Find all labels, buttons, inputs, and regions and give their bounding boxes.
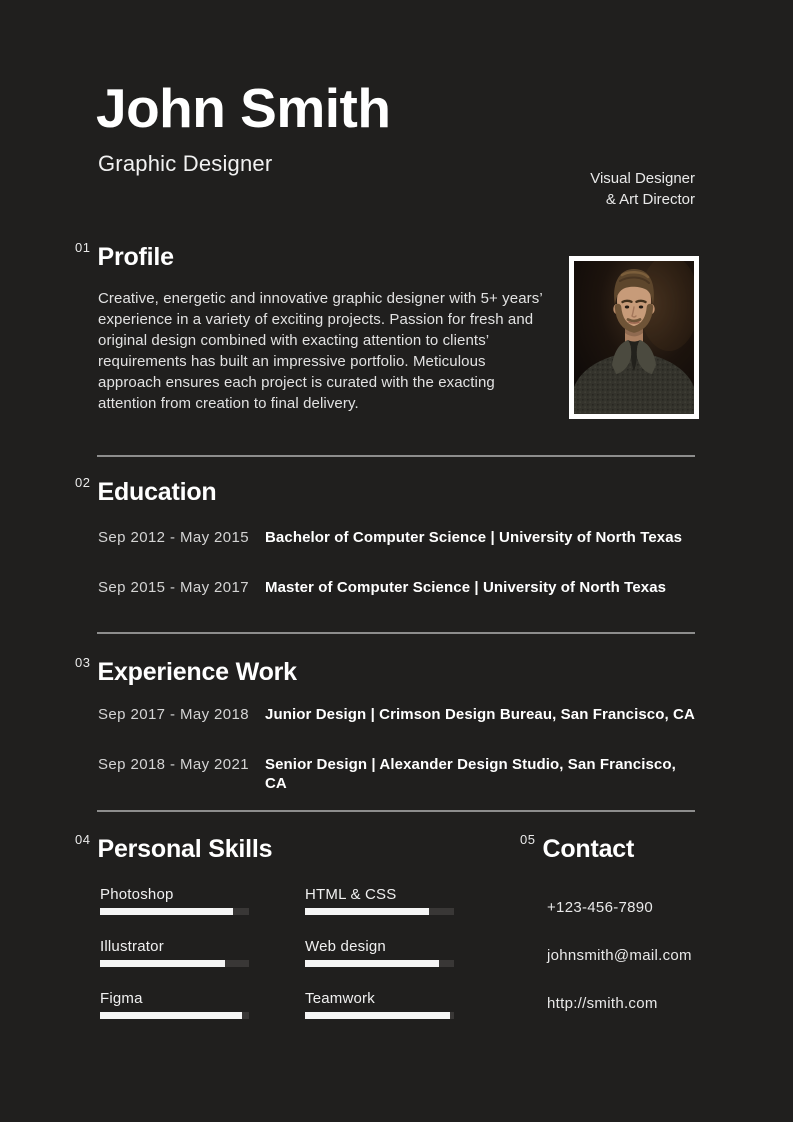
experience-list (98, 705, 698, 824)
section-number: 05 (520, 832, 536, 847)
profile-photo (569, 256, 699, 419)
contact-website: http://smith.com (547, 995, 658, 1012)
section-divider (97, 632, 695, 634)
education-list (98, 528, 698, 628)
section-number: 01 (75, 240, 91, 255)
profile-summary: Creative, energetic and innovative graphic designer with 5+ years’ experience in a variety of exciting projects. Passion for fresh and original design combined with exacting attention to clients’ requirements has built an impressive portfolio. Meticulous approach ensures each project is curated with the exacting attention from creation to final delivery. (98, 290, 543, 412)
section-divider (97, 810, 695, 812)
section-title-contact: Contact (542, 835, 635, 863)
skill-item (305, 886, 454, 915)
education-entry (98, 578, 698, 597)
section-header-skills (75, 834, 272, 864)
contact-phone: +123-456-7890 (547, 899, 654, 916)
section-header-education (75, 477, 217, 507)
section-divider (97, 455, 695, 457)
experience-description: Senior Design | Alexander Design Studio, San Francisco, CA (265, 756, 676, 792)
section-header-profile (75, 242, 174, 272)
contact-list (547, 899, 692, 1043)
skill-bar-fill (305, 960, 439, 967)
skill-item (100, 886, 249, 915)
experience-entry (98, 755, 698, 793)
section-title-experience: Experience Work (97, 658, 297, 686)
skills-grid (100, 886, 454, 1019)
skill-label: Figma (100, 990, 143, 1007)
person-name: John Smith (96, 77, 391, 139)
skill-item (305, 938, 454, 967)
education-description: Bachelor of Computer Science | University of North Texas (265, 529, 683, 546)
skill-bar-fill (100, 960, 225, 967)
skill-bar-track (305, 960, 454, 967)
skill-bar-track (305, 1012, 454, 1019)
skill-label: Web design (305, 938, 386, 955)
section-number: 04 (75, 832, 91, 847)
skill-bar-track (100, 908, 249, 915)
section-title-profile: Profile (97, 243, 174, 271)
tagline (590, 168, 695, 210)
skill-bar-track (305, 908, 454, 915)
education-entry (98, 528, 698, 547)
job-title: Graphic Designer (98, 151, 273, 176)
skill-label: HTML & CSS (305, 886, 397, 903)
education-description: Master of Computer Science | University of North Texas (265, 579, 667, 596)
section-title-skills: Personal Skills (97, 835, 273, 863)
section-header-experience (75, 657, 297, 687)
experience-dates: Sep 2018 - May 2021 (98, 756, 250, 773)
skill-item (100, 990, 249, 1019)
skill-label: Teamwork (305, 990, 375, 1007)
section-number: 02 (75, 475, 91, 490)
skill-bar-fill (305, 908, 429, 915)
skill-bar-track (100, 960, 249, 967)
skill-bar-fill (305, 1012, 450, 1019)
tagline-line-1: Visual Designer (590, 170, 695, 187)
contact-email: johnsmith@mail.com (547, 947, 692, 964)
skill-item (305, 990, 454, 1019)
experience-dates: Sep 2017 - May 2018 (98, 706, 250, 723)
education-dates: Sep 2015 - May 2017 (98, 579, 250, 596)
skill-item (100, 938, 249, 967)
section-number: 03 (75, 655, 91, 670)
section-title-education: Education (97, 478, 217, 506)
skill-bar-fill (100, 908, 233, 915)
skill-bar-track (100, 1012, 249, 1019)
skill-label: Illustrator (100, 938, 164, 955)
education-dates: Sep 2012 - May 2015 (98, 529, 250, 546)
skill-label: Photoshop (100, 886, 174, 903)
skill-bar-fill (100, 1012, 242, 1019)
portrait-illustration (574, 261, 694, 414)
experience-entry (98, 705, 698, 724)
section-header-contact (520, 834, 634, 864)
tagline-line-2: & Art Director (605, 191, 695, 208)
experience-description: Junior Design | Crimson Design Bureau, San Francisco, CA (265, 706, 695, 723)
